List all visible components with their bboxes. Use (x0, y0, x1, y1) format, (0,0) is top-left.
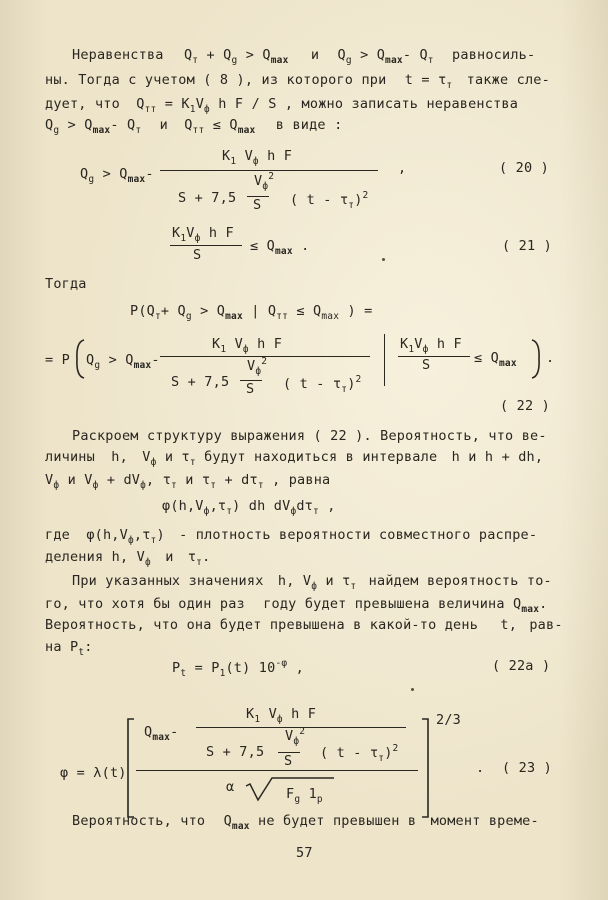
text: τ (201, 472, 211, 488)
text: также сле- (466, 72, 550, 88)
subscript: ф (422, 344, 429, 355)
text: V (45, 472, 54, 488)
text: и (165, 549, 174, 565)
eq23-den-tail (320, 743, 399, 764)
subscript: т (226, 506, 233, 517)
text: 1 (308, 786, 317, 802)
text: τ (162, 472, 172, 488)
text: P(Q (130, 303, 155, 319)
text: ≤ Q (250, 238, 275, 254)
eq22-cond-den: S (422, 357, 431, 373)
text: h, (111, 449, 128, 465)
subscript: ф (293, 736, 300, 747)
eq21-denominator: S (193, 247, 202, 263)
text: V (234, 336, 243, 352)
text: τ (181, 449, 190, 465)
subscript: max (270, 55, 289, 66)
eq23-inner-num (285, 726, 306, 747)
eq23-exponent: 2/3 (436, 712, 461, 728)
subscript: т (196, 557, 203, 568)
text: ) (156, 527, 165, 543)
text: - (170, 724, 179, 740)
eq22-numerator (212, 336, 283, 355)
text: h F (291, 706, 317, 722)
left-brace (74, 338, 86, 380)
text: + Q (206, 47, 232, 63)
eq22-top (130, 303, 373, 322)
text: V (254, 173, 263, 189)
condition-bar (384, 334, 385, 386)
text: и (325, 573, 334, 589)
subscript: ф (144, 557, 151, 568)
superscript: 2 (299, 726, 306, 737)
eq22-denominator: S + 7,5 (171, 374, 230, 390)
text: в виде : (275, 117, 343, 133)
p2-line-3 (45, 472, 331, 491)
fraction-bar (170, 245, 242, 246)
text: > Q (102, 166, 128, 182)
p3-line-3 (45, 617, 563, 633)
text: - (151, 352, 160, 368)
subscript: т (313, 506, 319, 517)
text: где (45, 527, 70, 543)
eq22-number: ( 22 ) (500, 398, 550, 414)
text: и (310, 47, 320, 63)
text: . (539, 596, 548, 612)
eq23-fg (286, 786, 323, 805)
p2-line-2 (45, 449, 544, 468)
word-togda: Тогда (45, 276, 87, 292)
subscript: max (521, 604, 540, 615)
eq22-inner-den: S (246, 381, 255, 397)
text: , (327, 498, 336, 514)
p2-line-1: Раскроем структуру выражения ( 22 ). Вероятность, что ве- (72, 428, 547, 444)
text: . (202, 549, 211, 565)
subscript: 1 (180, 233, 187, 244)
subscript: т (210, 480, 217, 491)
subscript: тт (276, 311, 289, 322)
subscript: max (152, 732, 171, 743)
p2-line-5 (45, 527, 538, 546)
p3-line-1 (72, 573, 552, 592)
text: t, (500, 617, 518, 633)
eq21-number: ( 21 ) (502, 238, 552, 254)
text: > Q (245, 47, 271, 63)
text: Q (80, 166, 89, 182)
eq22-inner-num (247, 356, 268, 377)
text: h F (208, 225, 234, 241)
fraction-bar (398, 356, 470, 357)
subscript: ф (92, 480, 99, 491)
text: . (301, 238, 310, 254)
text: го, что хотя бы один раз (45, 596, 245, 612)
last-line (72, 813, 539, 832)
subscript: max (321, 311, 340, 322)
text: равносиль- (452, 47, 536, 63)
text: Q (513, 596, 522, 612)
subscript: max (133, 360, 152, 371)
text: > Q (108, 352, 134, 368)
eq23-numerator (246, 706, 317, 725)
text: | Q (251, 303, 277, 319)
subscript: g (231, 55, 238, 66)
text: ) = (347, 303, 373, 319)
text: φ(h,V (86, 527, 128, 543)
eq23-number: ( 23 ) (502, 760, 552, 776)
subscript: т (427, 55, 434, 66)
subscript: g (345, 55, 352, 66)
text: деления (45, 549, 104, 565)
text: φ(h,V (162, 498, 204, 514)
text: > Q (200, 303, 226, 319)
eq22-den-tail (283, 374, 362, 395)
text: Неравенства (72, 47, 164, 63)
subscript: g (53, 125, 60, 136)
text: K (212, 336, 221, 352)
eq23-lhs: φ = λ(t) (60, 765, 127, 781)
eq20-numerator (222, 148, 293, 167)
text: (t) 10 (225, 660, 276, 676)
subscript: max (127, 174, 146, 185)
page-number: 57 (296, 845, 313, 861)
subscript: т (135, 125, 142, 136)
text: и (185, 472, 194, 488)
text: h F / S , можно записать неравенства (218, 96, 519, 112)
text: Вероятность, что (72, 813, 206, 829)
subscript: g (185, 311, 192, 322)
text: V (244, 148, 253, 164)
ink-speck (411, 688, 414, 691)
subscript: max (231, 821, 250, 832)
subscript: ф (204, 104, 210, 115)
subscript: т (378, 753, 385, 764)
subscript: ф (127, 535, 134, 546)
text: - плотность вероятности совместного распре- (179, 527, 538, 543)
p1-line-4 (45, 117, 343, 136)
subscript: ф (290, 506, 297, 517)
eq21-numerator (172, 225, 234, 244)
text: S (253, 197, 262, 213)
text: V (414, 336, 423, 352)
text: ) (384, 745, 393, 761)
text: ( t - τ (290, 192, 349, 208)
text: и (159, 117, 168, 133)
subscript: 1 (254, 714, 261, 725)
text: + dτ (224, 472, 258, 488)
subscript: g (94, 360, 101, 371)
text: K (246, 706, 255, 722)
p3-line-4 (45, 639, 93, 658)
subscript: 1 (220, 344, 227, 355)
superscript: 2 (355, 374, 362, 385)
subscript: тт (144, 104, 157, 115)
text: , (295, 660, 304, 676)
subscript: max (498, 358, 517, 369)
p2-line-6 (45, 549, 211, 568)
text: Q (337, 47, 346, 63)
text: личины (45, 449, 95, 465)
subscript: 1 (230, 156, 237, 167)
subscript: 1 (189, 104, 196, 115)
text: > Q (67, 117, 93, 133)
subscript: max (225, 311, 243, 322)
p1-line-2 (45, 72, 550, 91)
text: ≤ Q (212, 117, 238, 133)
text: , равна (272, 472, 331, 488)
subscript: т (341, 384, 348, 395)
text: ) dh dV (232, 498, 291, 514)
subscript: max (274, 246, 293, 257)
text: = P (194, 660, 220, 676)
subscript: ф (276, 714, 283, 725)
eq22-cond-rel (474, 350, 517, 369)
text: Q (136, 96, 145, 112)
subscript: ф (194, 233, 201, 244)
text: ны. Тогда с учетом ( 8 ), из которого при (45, 72, 387, 88)
text: Q (45, 117, 54, 133)
subscript: т (171, 480, 177, 491)
text: и (164, 449, 174, 465)
eq20-inner-den (253, 197, 261, 213)
text: V (136, 549, 145, 565)
text: F (286, 786, 295, 802)
subscript: т (154, 311, 161, 322)
eq23-alpha: α (226, 779, 235, 795)
text: - Q (110, 117, 136, 133)
text: рав- (529, 617, 563, 633)
text: Q (184, 117, 193, 133)
superscript: 2 (362, 190, 369, 201)
superscript: 2 (268, 171, 275, 182)
text: ≤ Q (296, 303, 322, 319)
superscript: -φ (275, 658, 288, 669)
ink-speck (382, 258, 385, 261)
eq20-inner-num (254, 171, 275, 192)
p1-line-1 (72, 47, 536, 66)
subscript: 1 (219, 668, 226, 679)
text: году будет превышена величина (263, 596, 505, 612)
left-bracket (126, 718, 136, 818)
subscript: т (348, 200, 355, 211)
superscript: 2 (261, 356, 268, 367)
text: и V (67, 472, 93, 488)
subscript: т (189, 457, 196, 468)
text: + Q (160, 303, 186, 319)
text: P (172, 660, 181, 676)
subscript: тт (192, 125, 205, 136)
text: h F (436, 336, 462, 352)
subscript: ф (311, 581, 318, 592)
subscript: max (385, 55, 403, 66)
text: P (69, 639, 79, 655)
subscript: ф (262, 181, 269, 192)
text: ) (354, 192, 363, 208)
text: V (195, 96, 205, 112)
subscript: ф (255, 366, 262, 377)
subscript: max (237, 125, 256, 136)
text: Q (183, 47, 193, 63)
text: - (145, 166, 154, 182)
text: ≤ Q (474, 350, 499, 366)
text: V (186, 225, 195, 241)
subscript: ф (242, 344, 249, 355)
text: V (268, 706, 277, 722)
right-brace (530, 338, 542, 380)
text: > Q (360, 47, 386, 63)
subscript: т (192, 55, 199, 66)
eq23-inner-den: S (284, 753, 293, 769)
text: h, (111, 549, 129, 565)
text: ) (347, 376, 356, 392)
subscript: т (350, 581, 357, 592)
eq20-lhs (80, 166, 154, 185)
subscript: т (150, 535, 157, 546)
text: Q (223, 813, 232, 829)
subscript: max (92, 125, 111, 136)
eq22a-formula (172, 658, 304, 679)
text: ( t - τ (283, 376, 342, 392)
subscript: ф (203, 506, 210, 517)
text: - Q (402, 47, 428, 63)
text: , (146, 472, 155, 488)
p2-formula (162, 498, 336, 517)
eq20-denominator (178, 190, 236, 206)
text: h и h + dh, (451, 449, 544, 465)
text: h F (257, 336, 283, 352)
text: Вероятность, что она будет превышена в какой-то день (45, 617, 479, 633)
subscript: 1 (408, 344, 415, 355)
text: S + 7,5 (178, 190, 237, 206)
subscript: ф (150, 457, 157, 468)
text: τ (342, 573, 351, 589)
text: найдем вероятность то- (368, 573, 552, 589)
text: V (142, 449, 151, 465)
text: ,τ (133, 527, 151, 543)
subscript: g (88, 174, 95, 185)
right-bracket (420, 718, 430, 818)
text: Q (144, 724, 153, 740)
p1-line-3 (45, 96, 519, 115)
eq22a-number: ( 22a ) (492, 658, 551, 674)
text: dτ (296, 498, 314, 514)
eq20-number: ( 20 ) (499, 160, 549, 176)
eq22-q (86, 352, 160, 371)
text: V (302, 573, 312, 589)
subscript: т (446, 80, 453, 91)
subscript: t (78, 647, 85, 658)
subscript: p (316, 794, 323, 805)
text: будут находиться в интервале (204, 449, 438, 465)
subscript: g (294, 794, 301, 805)
text: не будет превышен в (258, 813, 417, 829)
eq20-trail: , (398, 160, 407, 176)
eq21-rel (250, 238, 310, 257)
text: дует, что (45, 96, 120, 112)
superscript: 2 (392, 743, 399, 754)
text: K (222, 148, 231, 164)
text: момент време- (430, 813, 539, 829)
subscript: ф (252, 156, 259, 167)
text: V (285, 728, 294, 744)
text: = K (164, 96, 190, 112)
text: ,τ (209, 498, 227, 514)
eq23-trail: . (476, 760, 485, 776)
eq22-trail: . (546, 350, 555, 366)
eq22-cond-num (400, 336, 462, 355)
text: t = τ (404, 72, 447, 88)
text: K (400, 336, 409, 352)
p3-line-2 (45, 596, 548, 615)
text: h F (267, 148, 293, 164)
text: V (247, 358, 256, 374)
main-fraction-bar (136, 770, 418, 771)
text: : (84, 639, 93, 655)
text: ( t - τ (320, 745, 379, 761)
text: τ (187, 549, 197, 565)
eq22-lhs: = P (45, 352, 70, 368)
text: + dV (106, 472, 141, 488)
text: Q (86, 352, 95, 368)
text: h, (277, 573, 295, 589)
eq23-denominator: S + 7,5 (206, 744, 265, 760)
subscript: т (257, 480, 264, 491)
text: При указанных значениях (72, 573, 264, 589)
subscript: ф (140, 480, 147, 491)
eq23-q (144, 724, 179, 743)
eq20-den-tail (290, 190, 369, 211)
subscript: ф (53, 480, 60, 491)
text: на (45, 639, 62, 655)
subscript: t (180, 668, 187, 679)
text: K (172, 225, 181, 241)
